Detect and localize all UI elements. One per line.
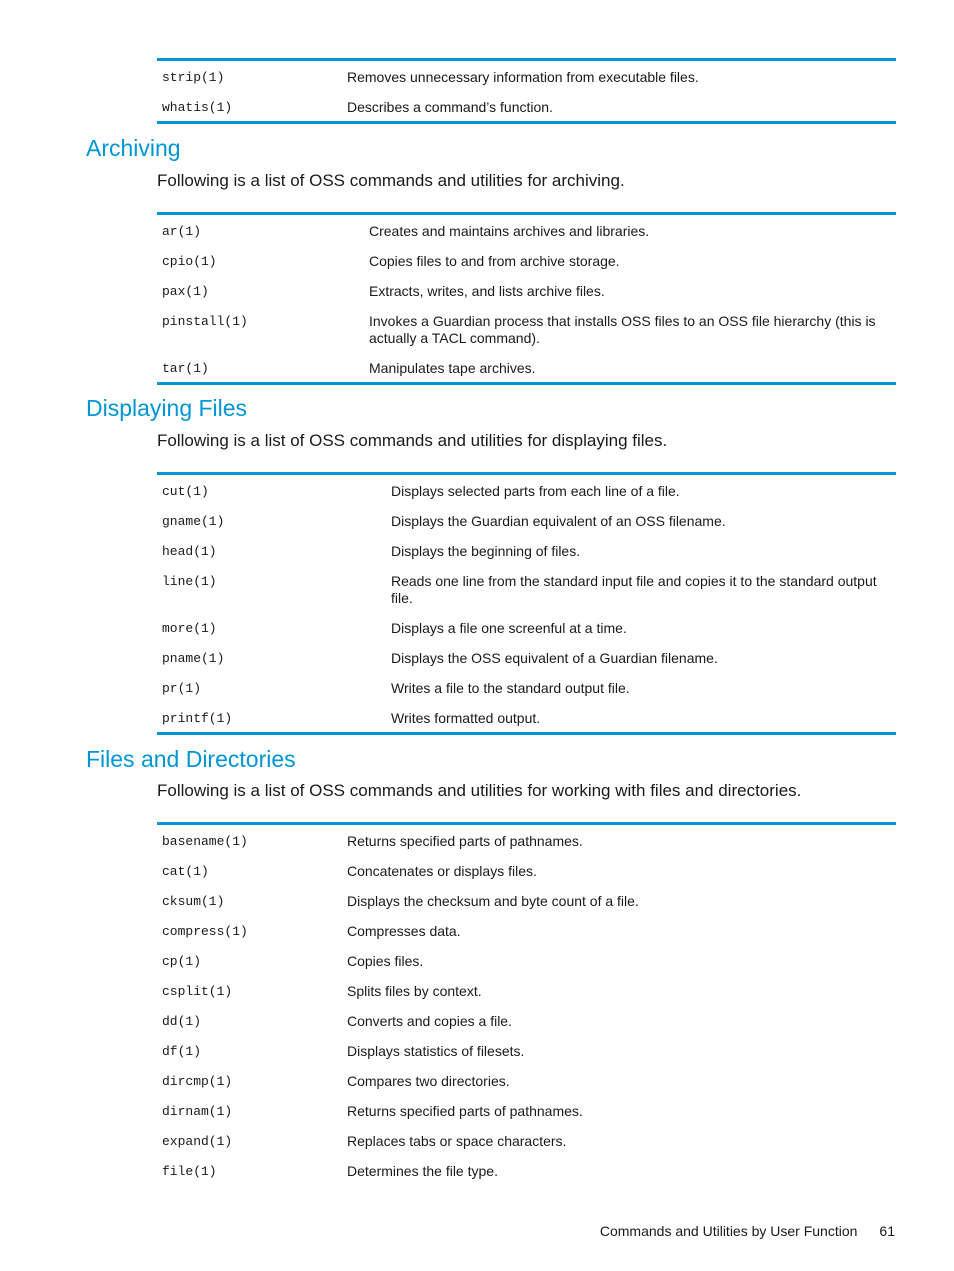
command-description: Extracts, writes, and lists archive files. — [369, 283, 605, 299]
table-row — [157, 565, 896, 612]
page-number: 61 — [879, 1223, 895, 1239]
command-description: Replaces tabs or space characters. — [347, 1133, 567, 1149]
command-name: more(1) — [162, 621, 217, 636]
table-row — [157, 352, 896, 382]
command-name: line(1) — [162, 574, 217, 589]
command-description: Displays a file one screenful at a time. — [391, 620, 627, 636]
command-name: pr(1) — [162, 681, 202, 696]
command-name: dirnam(1) — [162, 1104, 233, 1119]
archiving-command-table — [157, 212, 896, 385]
command-name: cpio(1) — [162, 254, 217, 269]
table-row — [157, 275, 896, 305]
command-name: expand(1) — [162, 1134, 233, 1149]
command-name: pax(1) — [162, 284, 209, 299]
table-row — [157, 825, 896, 855]
table-row — [157, 91, 896, 121]
command-name: ar(1) — [162, 224, 202, 239]
table-row — [157, 1125, 896, 1155]
table-row — [157, 945, 896, 975]
command-description: Compresses data. — [347, 923, 461, 939]
section-intro-files-and-directories: Following is a list of OSS commands and utilities for working with files and directories. — [157, 781, 802, 800]
table-row — [157, 642, 896, 672]
table-row — [157, 1095, 896, 1125]
command-description: Displays statistics of filesets. — [347, 1043, 525, 1059]
command-description: Copies files. — [347, 953, 424, 969]
table-row — [157, 475, 896, 505]
command-description: Compares two directories. — [347, 1073, 510, 1089]
command-name: cut(1) — [162, 484, 209, 499]
command-description: Returns specified parts of pathnames. — [347, 1103, 583, 1119]
section-heading-displaying-files: Displaying Files — [86, 395, 248, 421]
command-description: Splits files by context. — [347, 983, 482, 999]
top-command-table — [157, 58, 896, 124]
command-name: cat(1) — [162, 864, 209, 879]
table-row — [157, 305, 896, 352]
command-name: pinstall(1) — [162, 314, 248, 329]
command-description: Invokes a Guardian process that installs OSS files to an OSS file hierarchy (this is actually a TACL command). — [369, 313, 876, 346]
command-description: Writes formatted output. — [391, 710, 541, 726]
table-row — [157, 702, 896, 732]
table-row — [157, 1035, 896, 1065]
section-heading-archiving: Archiving — [86, 135, 181, 161]
table-row — [157, 612, 896, 642]
table-row — [157, 245, 896, 275]
page-footer — [600, 1223, 895, 1239]
table-row — [157, 855, 896, 885]
command-description: Converts and copies a file. — [347, 1013, 512, 1029]
table-row — [157, 215, 896, 245]
displaying-files-command-table — [157, 472, 896, 735]
table-row — [157, 535, 896, 565]
command-name: dircmp(1) — [162, 1074, 233, 1089]
command-name: strip(1) — [162, 70, 225, 85]
command-name: dd(1) — [162, 1014, 202, 1029]
command-name: csplit(1) — [162, 984, 233, 999]
command-name: file(1) — [162, 1164, 217, 1179]
command-description: Displays the checksum and byte count of a file. — [347, 893, 639, 909]
command-name: head(1) — [162, 544, 217, 559]
command-description: Concatenates or displays files. — [347, 863, 537, 879]
command-description: Describes a command’s function. — [347, 99, 553, 115]
section-intro-displaying-files: Following is a list of OSS commands and utilities for displaying files. — [157, 431, 668, 450]
command-description: Copies files to and from archive storage. — [369, 253, 620, 269]
command-description: Displays the OSS equivalent of a Guardian filename. — [391, 650, 718, 666]
footer-title: Commands and Utilities by User Function — [599, 1223, 858, 1239]
table-row — [157, 885, 896, 915]
command-name: printf(1) — [162, 711, 233, 726]
table-row — [157, 1155, 896, 1185]
command-description: Reads one line from the standard input file and copies it to the standard output file. — [391, 573, 877, 606]
command-name: df(1) — [162, 1044, 202, 1059]
command-name: cksum(1) — [162, 894, 225, 909]
files-and-directories-command-table — [157, 822, 896, 1185]
table-row — [157, 672, 896, 702]
table-row — [157, 61, 896, 91]
command-name: gname(1) — [162, 514, 225, 529]
command-name: whatis(1) — [162, 100, 233, 115]
command-description: Determines the file type. — [347, 1163, 498, 1179]
command-description: Removes unnecessary information from executable files. — [347, 69, 699, 85]
table-row — [157, 505, 896, 535]
command-description: Returns specified parts of pathnames. — [347, 833, 583, 849]
command-name: tar(1) — [162, 361, 209, 376]
command-description: Displays the Guardian equivalent of an OSS filename. — [391, 513, 726, 529]
table-row — [157, 915, 896, 945]
command-name: cp(1) — [162, 954, 202, 969]
command-name: compress(1) — [162, 924, 248, 939]
command-name: basename(1) — [162, 834, 248, 849]
command-description: Creates and maintains archives and libraries. — [369, 223, 650, 239]
command-description: Manipulates tape archives. — [369, 360, 536, 376]
table-row — [157, 1065, 896, 1095]
table-row — [157, 975, 896, 1005]
section-intro-archiving: Following is a list of OSS commands and utilities for archiving. — [157, 171, 625, 190]
section-heading-files-and-directories: Files and Directories — [86, 746, 296, 772]
command-name: pname(1) — [162, 651, 225, 666]
command-description: Displays the beginning of files. — [391, 543, 581, 559]
table-row — [157, 1005, 896, 1035]
command-description: Displays selected parts from each line of a file. — [391, 483, 680, 499]
command-description: Writes a file to the standard output file. — [391, 680, 630, 696]
